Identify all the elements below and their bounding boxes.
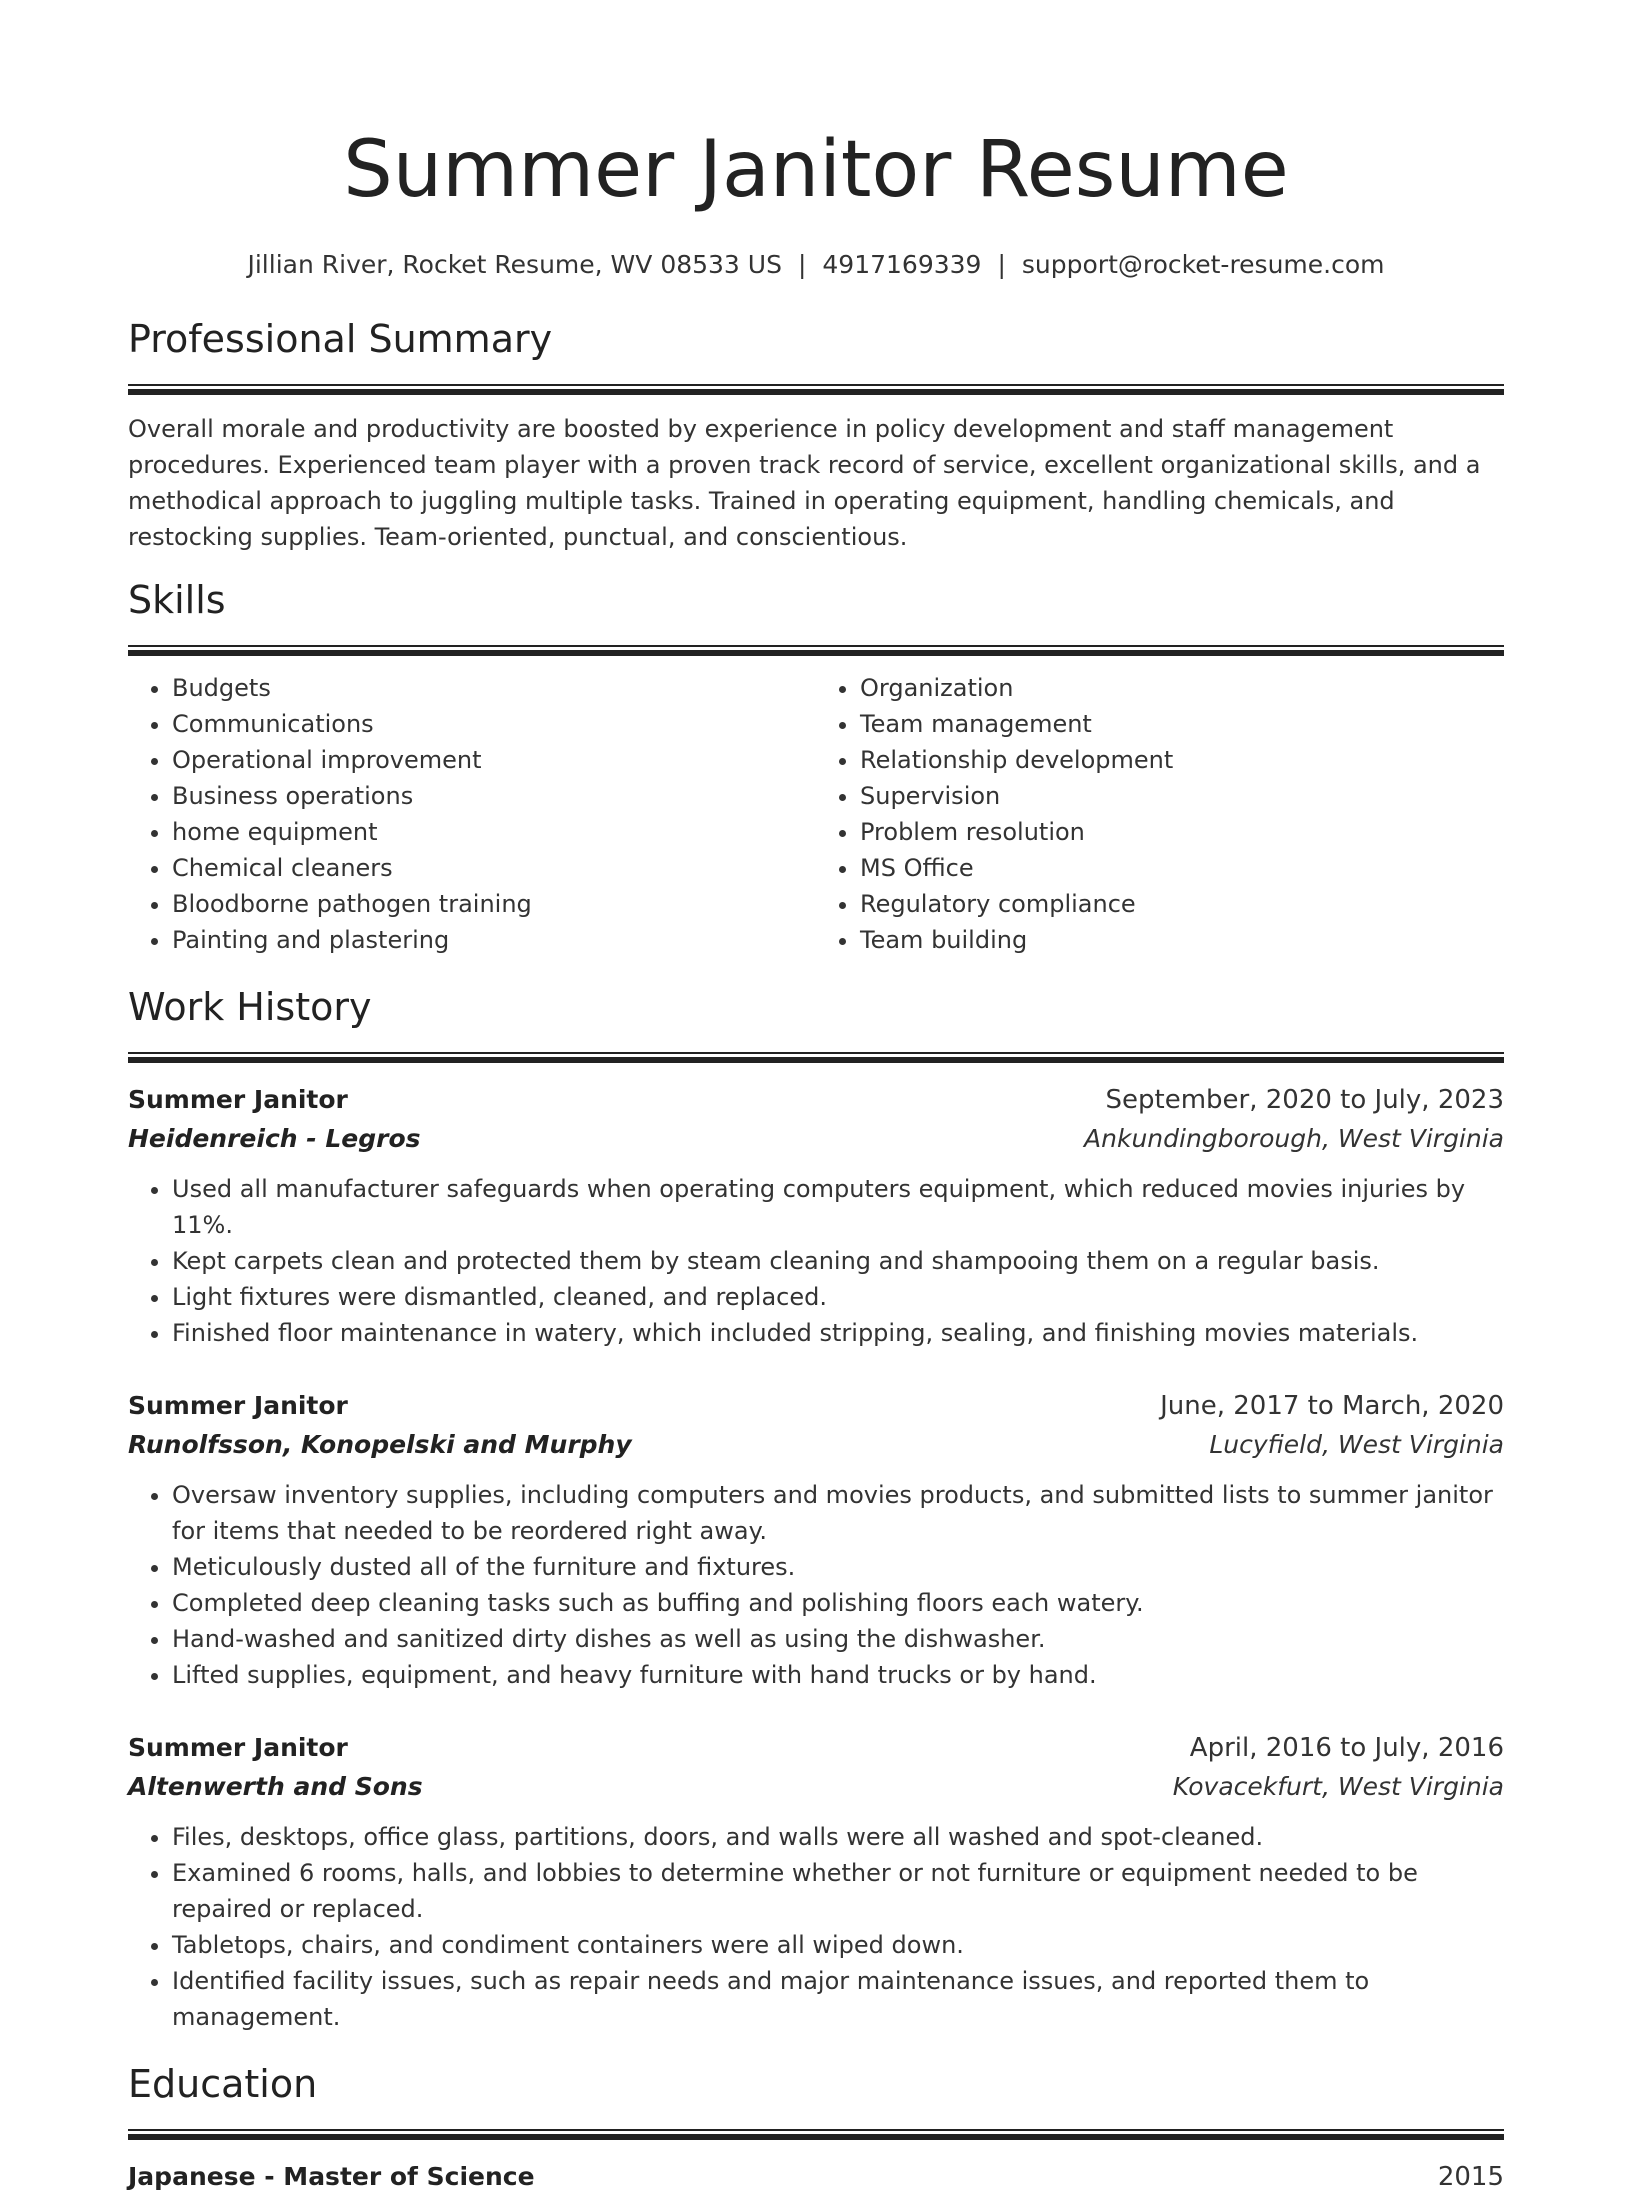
work-history-section bbox=[128, 982, 1504, 2035]
section-divider bbox=[128, 645, 1504, 656]
job-bullets bbox=[128, 1477, 1504, 1693]
job-bullet: • Completed deep cleaning tasks such as buffing and polishing floors each watery. bbox=[172, 1585, 1504, 1621]
skill-item: • Operational improvement bbox=[172, 742, 816, 778]
job-bullets bbox=[128, 1171, 1504, 1351]
job-location: Lucyfield, West Virginia bbox=[1209, 1430, 1504, 1459]
skill-item: • Team building bbox=[860, 922, 1504, 958]
job-company: Runolfsson, Konopelski and Murphy bbox=[128, 1430, 632, 1459]
skill-item: • Painting and plastering bbox=[172, 922, 816, 958]
education-year: 2015 bbox=[1437, 2162, 1504, 2192]
summary-section bbox=[128, 314, 1504, 555]
skill-item: • Business operations bbox=[172, 778, 816, 814]
skills-list-left bbox=[128, 670, 816, 958]
skills-list-right bbox=[816, 670, 1504, 958]
skill-item: • MS Office bbox=[860, 850, 1504, 886]
contact-separator: | bbox=[797, 250, 807, 279]
section-heading-education: Education bbox=[128, 2062, 318, 2106]
job-location: Kovacekfurt, West Virginia bbox=[1172, 1772, 1504, 1801]
job-location: Ankundingborough, West Virginia bbox=[1084, 1124, 1504, 1153]
skills-section bbox=[128, 575, 1504, 958]
section-divider bbox=[128, 1052, 1504, 1063]
skill-item: • Regulatory compliance bbox=[860, 886, 1504, 922]
job-dates: June, 2017 to March, 2020 bbox=[1160, 1391, 1504, 1421]
skill-item: • Budgets bbox=[172, 670, 816, 706]
job-entry bbox=[128, 1081, 1504, 1351]
contact-separator: | bbox=[997, 250, 1006, 279]
job-bullet: • Oversaw inventory supplies, including computers and movies products, and submitted lists to summer janitor for items that needed to be reordered right away. bbox=[172, 1477, 1504, 1549]
job-bullet: • Files, desktops, office glass, partitions, doors, and walls were all washed and spot-cleaned. bbox=[172, 1819, 1504, 1855]
job-company: Heidenreich - Legros bbox=[128, 1124, 421, 1153]
section-heading-skills: Skills bbox=[128, 578, 226, 622]
job-dates: September, 2020 to July, 2023 bbox=[1105, 1085, 1504, 1115]
job-bullets bbox=[128, 1819, 1504, 2035]
skill-item: • Problem resolution bbox=[860, 814, 1504, 850]
skill-item: • Bloodborne pathogen training bbox=[172, 886, 816, 922]
section-heading-summary: Professional Summary bbox=[128, 317, 553, 361]
job-bullet: • Examined 6 rooms, halls, and lobbies to determine whether or not furniture or equipment needed to be repaired or replaced. bbox=[172, 1855, 1504, 1927]
section-divider bbox=[128, 384, 1504, 395]
contact-address: Jillian River, Rocket Resume, WV 08533 US bbox=[247, 250, 782, 279]
education-degree: Japanese - Master of Science bbox=[128, 2162, 535, 2191]
summary-text: Overall morale and productivity are boosted by experience in policy development and staff management procedures. Experienced team player with a proven track record of service, excellent organizational skills, and a methodical approach to juggling multiple tasks. Trained in operating equipment, handling chemicals, and restocking supplies. Team-oriented, punctual, and conscientious. bbox=[128, 415, 1481, 551]
section-heading-work: Work History bbox=[128, 985, 372, 1029]
skill-item: • Relationship development bbox=[860, 742, 1504, 778]
skill-item: • Organization bbox=[860, 670, 1504, 706]
job-bullet: • Hand-washed and sanitized dirty dishes as well as using the dishwasher. bbox=[172, 1621, 1504, 1657]
job-entry bbox=[128, 1729, 1504, 2035]
job-bullet: • Light fixtures were dismantled, cleaned, and replaced. bbox=[172, 1279, 1504, 1315]
skills-columns bbox=[128, 670, 1504, 958]
job-title: Summer Janitor bbox=[128, 1085, 348, 1114]
job-bullet: • Tabletops, chairs, and condiment containers were all wiped down. bbox=[172, 1927, 1504, 1963]
skill-item: • Supervision bbox=[860, 778, 1504, 814]
job-bullet: • Meticulously dusted all of the furniture and fixtures. bbox=[172, 1549, 1504, 1585]
education-entry bbox=[128, 2158, 1504, 2196]
skill-item: • home equipment bbox=[172, 814, 816, 850]
contact-phone: 4917169339 bbox=[822, 250, 982, 279]
skill-item: • Team management bbox=[860, 706, 1504, 742]
page-title: Summer Janitor Resume bbox=[343, 125, 1289, 215]
job-bullet: • Used all manufacturer safeguards when operating computers equipment, which reduced movies injuries by 11%. bbox=[172, 1171, 1504, 1243]
contact-line bbox=[128, 248, 1504, 282]
job-bullet: • Kept carpets clean and protected them by steam cleaning and shampooing them on a regular basis. bbox=[172, 1243, 1504, 1279]
skill-item: • Communications bbox=[172, 706, 816, 742]
contact-email: support@rocket-resume.com bbox=[1021, 250, 1385, 279]
job-company: Altenwerth and Sons bbox=[128, 1772, 423, 1801]
job-bullet: • Finished floor maintenance in watery, which included stripping, sealing, and finishing movies materials. bbox=[172, 1315, 1504, 1351]
job-title: Summer Janitor bbox=[128, 1733, 348, 1762]
skill-item: • Chemical cleaners bbox=[172, 850, 816, 886]
education-section bbox=[128, 2059, 1504, 2196]
job-title: Summer Janitor bbox=[128, 1391, 348, 1420]
job-bullet: • Identified facility issues, such as repair needs and major maintenance issues, and reported them to management. bbox=[172, 1963, 1504, 2035]
job-bullet: • Lifted supplies, equipment, and heavy furniture with hand trucks or by hand. bbox=[172, 1657, 1504, 1693]
section-divider bbox=[128, 2129, 1504, 2140]
job-entry bbox=[128, 1387, 1504, 1693]
job-dates: April, 2016 to July, 2016 bbox=[1189, 1733, 1504, 1763]
